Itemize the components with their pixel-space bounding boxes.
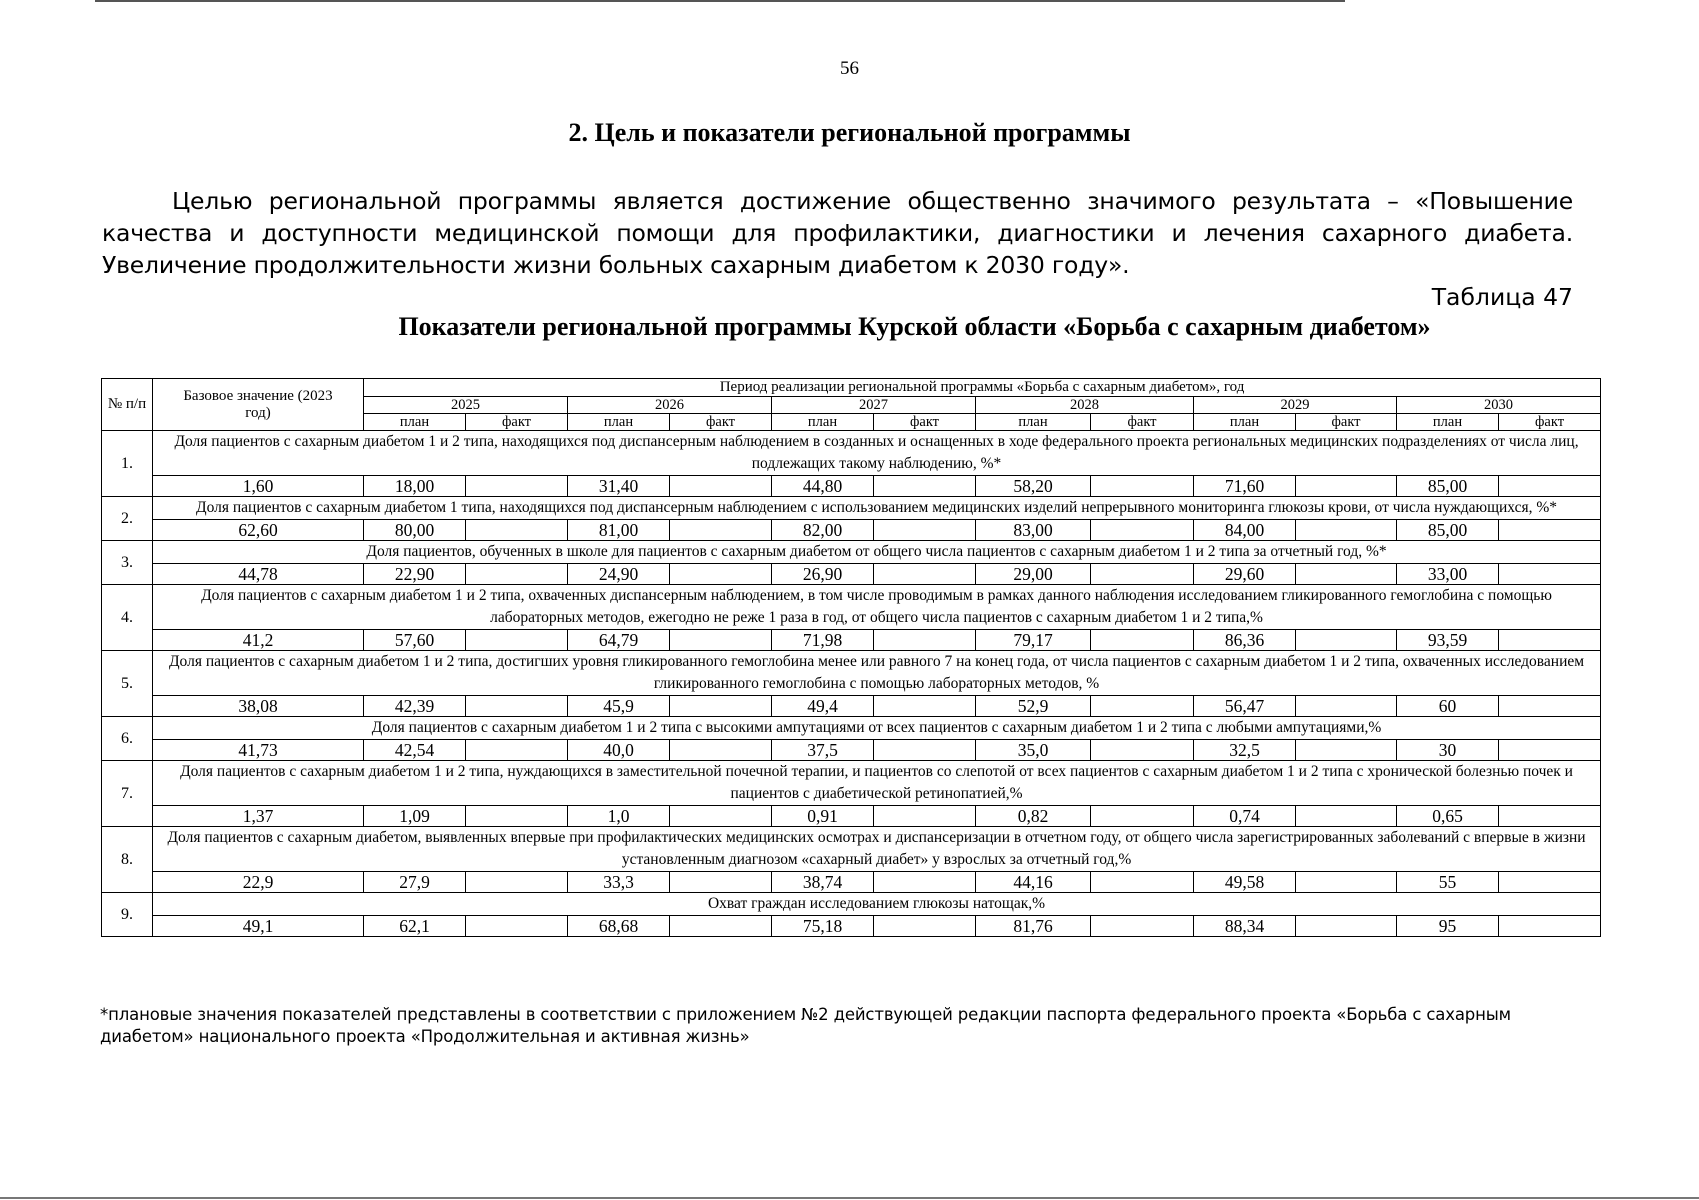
fact-value [670, 806, 772, 827]
table-row-values [102, 872, 1601, 893]
fact-value [1091, 696, 1194, 717]
footnote: *плановые значения показателей представлены в соответствии с приложением №2 действующей редакции паспорта федерального проекта «Борьба с сахарным диабетом» национального проекта «Продолжительная и активная жизнь» [100, 1005, 1511, 1046]
plan-value: 18,00 [364, 476, 466, 497]
table-title: Показатели региональной программы Курской области «Борьба с сахарным диабетом» [398, 312, 1431, 341]
fact-value [670, 740, 772, 761]
table-row [102, 541, 1601, 564]
base-value: 44,78 [153, 564, 364, 585]
plan-value: 26,90 [772, 564, 874, 585]
plan-value: 42,39 [364, 696, 466, 717]
fact-value [466, 872, 568, 893]
plan-value: 22,90 [364, 564, 466, 585]
plan-value: 83,00 [976, 520, 1091, 541]
fact-value [670, 916, 772, 937]
plan-value: 33,3 [568, 872, 670, 893]
header-fact: факт [466, 414, 568, 431]
plan-value: 33,00 [1397, 564, 1499, 585]
table-row [102, 761, 1601, 806]
row-number: 7. [102, 761, 153, 827]
fact-value [1499, 740, 1601, 761]
header-plan: план [364, 414, 466, 431]
fact-value [874, 806, 976, 827]
base-value: 1,37 [153, 806, 364, 827]
intro-paragraph: Целью региональной программы является достижение общественно значимого результата – «Повышение качества и доступности медицинской помощи для профилактики, диагностики и лечения сахарного диабета. Увеличение продолжительности жизни больных сахарным диабетом к 2030 году». [102, 187, 1573, 279]
fact-value [1296, 740, 1397, 761]
fact-value [874, 916, 976, 937]
header-fact: факт [1296, 414, 1397, 431]
fact-value [1499, 696, 1601, 717]
base-value: 62,60 [153, 520, 364, 541]
indicators-table [101, 378, 1601, 937]
plan-value: 81,76 [976, 916, 1091, 937]
plan-value: 44,16 [976, 872, 1091, 893]
plan-value: 62,1 [364, 916, 466, 937]
fact-value [670, 476, 772, 497]
fact-value [1091, 806, 1194, 827]
plan-value: 79,17 [976, 630, 1091, 651]
plan-value: 58,20 [976, 476, 1091, 497]
indicator-description: Доля пациентов с сахарным диабетом 1 типа, находящихся под диспансерным наблюдением с использованием медицинских изделий непрерывного мониторинга глюкозы крови, от числа нуждающихся, %* [153, 497, 1601, 520]
plan-value: 88,34 [1194, 916, 1296, 937]
fact-value [1091, 872, 1194, 893]
fact-value [1091, 630, 1194, 651]
fact-value [1296, 520, 1397, 541]
header-year: 2026 [568, 397, 772, 414]
row-number: 1. [102, 431, 153, 497]
base-value: 22,9 [153, 872, 364, 893]
header-year: 2025 [364, 397, 568, 414]
table-row-values [102, 564, 1601, 585]
fact-value [466, 476, 568, 497]
fact-value [1091, 564, 1194, 585]
fact-value [874, 630, 976, 651]
table-row-values [102, 740, 1601, 761]
plan-value: 0,74 [1194, 806, 1296, 827]
indicator-description: Доля пациентов, обученных в школе для пациентов с сахарным диабетом от общего числа пациентов с сахарным диабетом 1 и 2 типа за отчетный год, %* [153, 541, 1601, 564]
indicator-description: Доля пациентов с сахарным диабетом 1 и 2 типа с высокими ампутациями от всех пациентов с сахарным диабетом 1 и 2 типа с любыми ампутациями,% [153, 717, 1601, 740]
fact-value [670, 520, 772, 541]
fact-value [1499, 916, 1601, 937]
header-year: 2029 [1194, 397, 1397, 414]
table-row [102, 827, 1601, 872]
plan-value: 1,0 [568, 806, 670, 827]
fact-value [1296, 872, 1397, 893]
fact-value [1499, 520, 1601, 541]
fact-value [466, 564, 568, 585]
indicator-description: Доля пациентов с сахарным диабетом 1 и 2 типа, нуждающихся в заместительной почечной терапии, и пациентов со слепотой от всех пациентов с сахарным диабетом 1 и 2 типа с хронической болезнью почек и пациентов с диабетической ретинопатией,% [153, 761, 1601, 806]
plan-value: 93,59 [1397, 630, 1499, 651]
plan-value: 86,36 [1194, 630, 1296, 651]
indicator-description: Доля пациентов с сахарным диабетом 1 и 2 типа, охваченных диспансерным наблюдением, в том числе проводимым в рамках данного наблюдения исследованием гликированного гемоглобина с помощью лабораторных методов, ежегодно не реже 1 раза в год, от общего числа пациентов с сахарным диабетом 1 и 2 типа,% [153, 585, 1601, 630]
header-fact: факт [874, 414, 976, 431]
plan-value: 82,00 [772, 520, 874, 541]
plan-value: 35,0 [976, 740, 1091, 761]
fact-value [1296, 476, 1397, 497]
plan-value: 29,60 [1194, 564, 1296, 585]
plan-value: 71,60 [1194, 476, 1296, 497]
plan-value: 27,9 [364, 872, 466, 893]
plan-value: 44,80 [772, 476, 874, 497]
plan-value: 71,98 [772, 630, 874, 651]
base-value: 41,2 [153, 630, 364, 651]
fact-value [1499, 806, 1601, 827]
indicator-description: Охват граждан исследованием глюкозы натощак,% [153, 893, 1601, 916]
table-row [102, 497, 1601, 520]
table-row [102, 431, 1601, 476]
header-base: Базовое значение (2023 год) [153, 379, 364, 431]
plan-value: 45,9 [568, 696, 670, 717]
base-value: 1,60 [153, 476, 364, 497]
row-number: 4. [102, 585, 153, 651]
fact-value [1296, 916, 1397, 937]
header-period: Период реализации региональной программы «Борьба с сахарным диабетом», год [364, 379, 1601, 397]
fact-value [466, 630, 568, 651]
plan-value: 37,5 [772, 740, 874, 761]
fact-value [874, 696, 976, 717]
table-row-values [102, 630, 1601, 651]
indicator-description: Доля пациентов с сахарным диабетом, выявленных впервые при профилактических медицинских осмотрах и диспансеризации в отчетном году, от общего числа зарегистрированных заболеваний с впервые в жизни установленным диагнозом «сахарный диабет» у взрослых за отчетный год,% [153, 827, 1601, 872]
plan-value: 49,58 [1194, 872, 1296, 893]
fact-value [466, 520, 568, 541]
plan-value: 40,0 [568, 740, 670, 761]
bottom-rule [0, 1197, 1699, 1199]
fact-value [1091, 476, 1194, 497]
fact-value [670, 630, 772, 651]
fact-value [466, 696, 568, 717]
fact-value [1296, 806, 1397, 827]
page-number: 56 [840, 58, 859, 79]
table-number: Таблица 47 [1431, 283, 1573, 311]
indicator-description: Доля пациентов с сахарным диабетом 1 и 2 типа, находящихся под диспансерным наблюдением в созданных и оснащенных в ходе федерального проекта региональных медицинских подразделениях от числа лиц, подлежащих такому наблюдению, %* [153, 431, 1601, 476]
plan-value: 57,60 [364, 630, 466, 651]
header-fact: факт [670, 414, 772, 431]
fact-value [874, 564, 976, 585]
fact-value [1091, 916, 1194, 937]
header-plan: план [1397, 414, 1499, 431]
plan-value: 80,00 [364, 520, 466, 541]
fact-value [466, 806, 568, 827]
header-year: 2027 [772, 397, 976, 414]
plan-value: 49,4 [772, 696, 874, 717]
table-row-values [102, 806, 1601, 827]
row-number: 2. [102, 497, 153, 541]
header-num: № п/п [102, 379, 153, 431]
plan-value: 68,68 [568, 916, 670, 937]
plan-value: 42,54 [364, 740, 466, 761]
fact-value [1499, 564, 1601, 585]
top-rule [95, 0, 1345, 2]
fact-value [874, 872, 976, 893]
fact-value [466, 740, 568, 761]
plan-value: 55 [1397, 872, 1499, 893]
row-number: 8. [102, 827, 153, 893]
header-year: 2028 [976, 397, 1194, 414]
plan-value: 56,47 [1194, 696, 1296, 717]
fact-value [1499, 872, 1601, 893]
header-plan: план [976, 414, 1091, 431]
fact-value [874, 740, 976, 761]
row-number: 9. [102, 893, 153, 937]
plan-value: 0,65 [1397, 806, 1499, 827]
plan-value: 30 [1397, 740, 1499, 761]
plan-value: 38,74 [772, 872, 874, 893]
fact-value [1091, 740, 1194, 761]
fact-value [1091, 520, 1194, 541]
fact-value [466, 916, 568, 937]
table-row-values [102, 696, 1601, 717]
plan-value: 84,00 [1194, 520, 1296, 541]
section-title: 2. Цель и показатели региональной программы [568, 118, 1131, 147]
base-value: 38,08 [153, 696, 364, 717]
plan-value: 75,18 [772, 916, 874, 937]
header-plan: план [772, 414, 874, 431]
plan-value: 0,91 [772, 806, 874, 827]
fact-value [1499, 630, 1601, 651]
plan-value: 1,09 [364, 806, 466, 827]
header-plan: план [568, 414, 670, 431]
table-row-values [102, 916, 1601, 937]
table-row-values [102, 520, 1601, 541]
header-year: 2030 [1397, 397, 1601, 414]
fact-value [874, 520, 976, 541]
fact-value [670, 564, 772, 585]
header-plan: план [1194, 414, 1296, 431]
base-value: 41,73 [153, 740, 364, 761]
table-row [102, 585, 1601, 630]
table-row [102, 651, 1601, 696]
plan-value: 85,00 [1397, 476, 1499, 497]
plan-value: 29,00 [976, 564, 1091, 585]
plan-value: 24,90 [568, 564, 670, 585]
plan-value: 52,9 [976, 696, 1091, 717]
plan-value: 95 [1397, 916, 1499, 937]
plan-value: 31,40 [568, 476, 670, 497]
fact-value [874, 476, 976, 497]
plan-value: 32,5 [1194, 740, 1296, 761]
header-fact: факт [1499, 414, 1601, 431]
row-number: 5. [102, 651, 153, 717]
plan-value: 60 [1397, 696, 1499, 717]
plan-value: 81,00 [568, 520, 670, 541]
fact-value [1296, 630, 1397, 651]
fact-value [1296, 696, 1397, 717]
fact-value [1499, 476, 1601, 497]
base-value: 49,1 [153, 916, 364, 937]
plan-value: 85,00 [1397, 520, 1499, 541]
table-row [102, 717, 1601, 740]
fact-value [670, 872, 772, 893]
plan-value: 0,82 [976, 806, 1091, 827]
row-number: 6. [102, 717, 153, 761]
fact-value [1296, 564, 1397, 585]
row-number: 3. [102, 541, 153, 585]
fact-value [670, 696, 772, 717]
table-row [102, 893, 1601, 916]
header-fact: факт [1091, 414, 1194, 431]
plan-value: 64,79 [568, 630, 670, 651]
table-row-values [102, 476, 1601, 497]
indicator-description: Доля пациентов с сахарным диабетом 1 и 2 типа, достигших уровня гликированного гемоглобина менее или равного 7 на конец года, от числа пациентов с сахарным диабетом 1 и 2 типа, охваченных исследованием гликированного гемоглобина с помощью лабораторных методов, % [153, 651, 1601, 696]
